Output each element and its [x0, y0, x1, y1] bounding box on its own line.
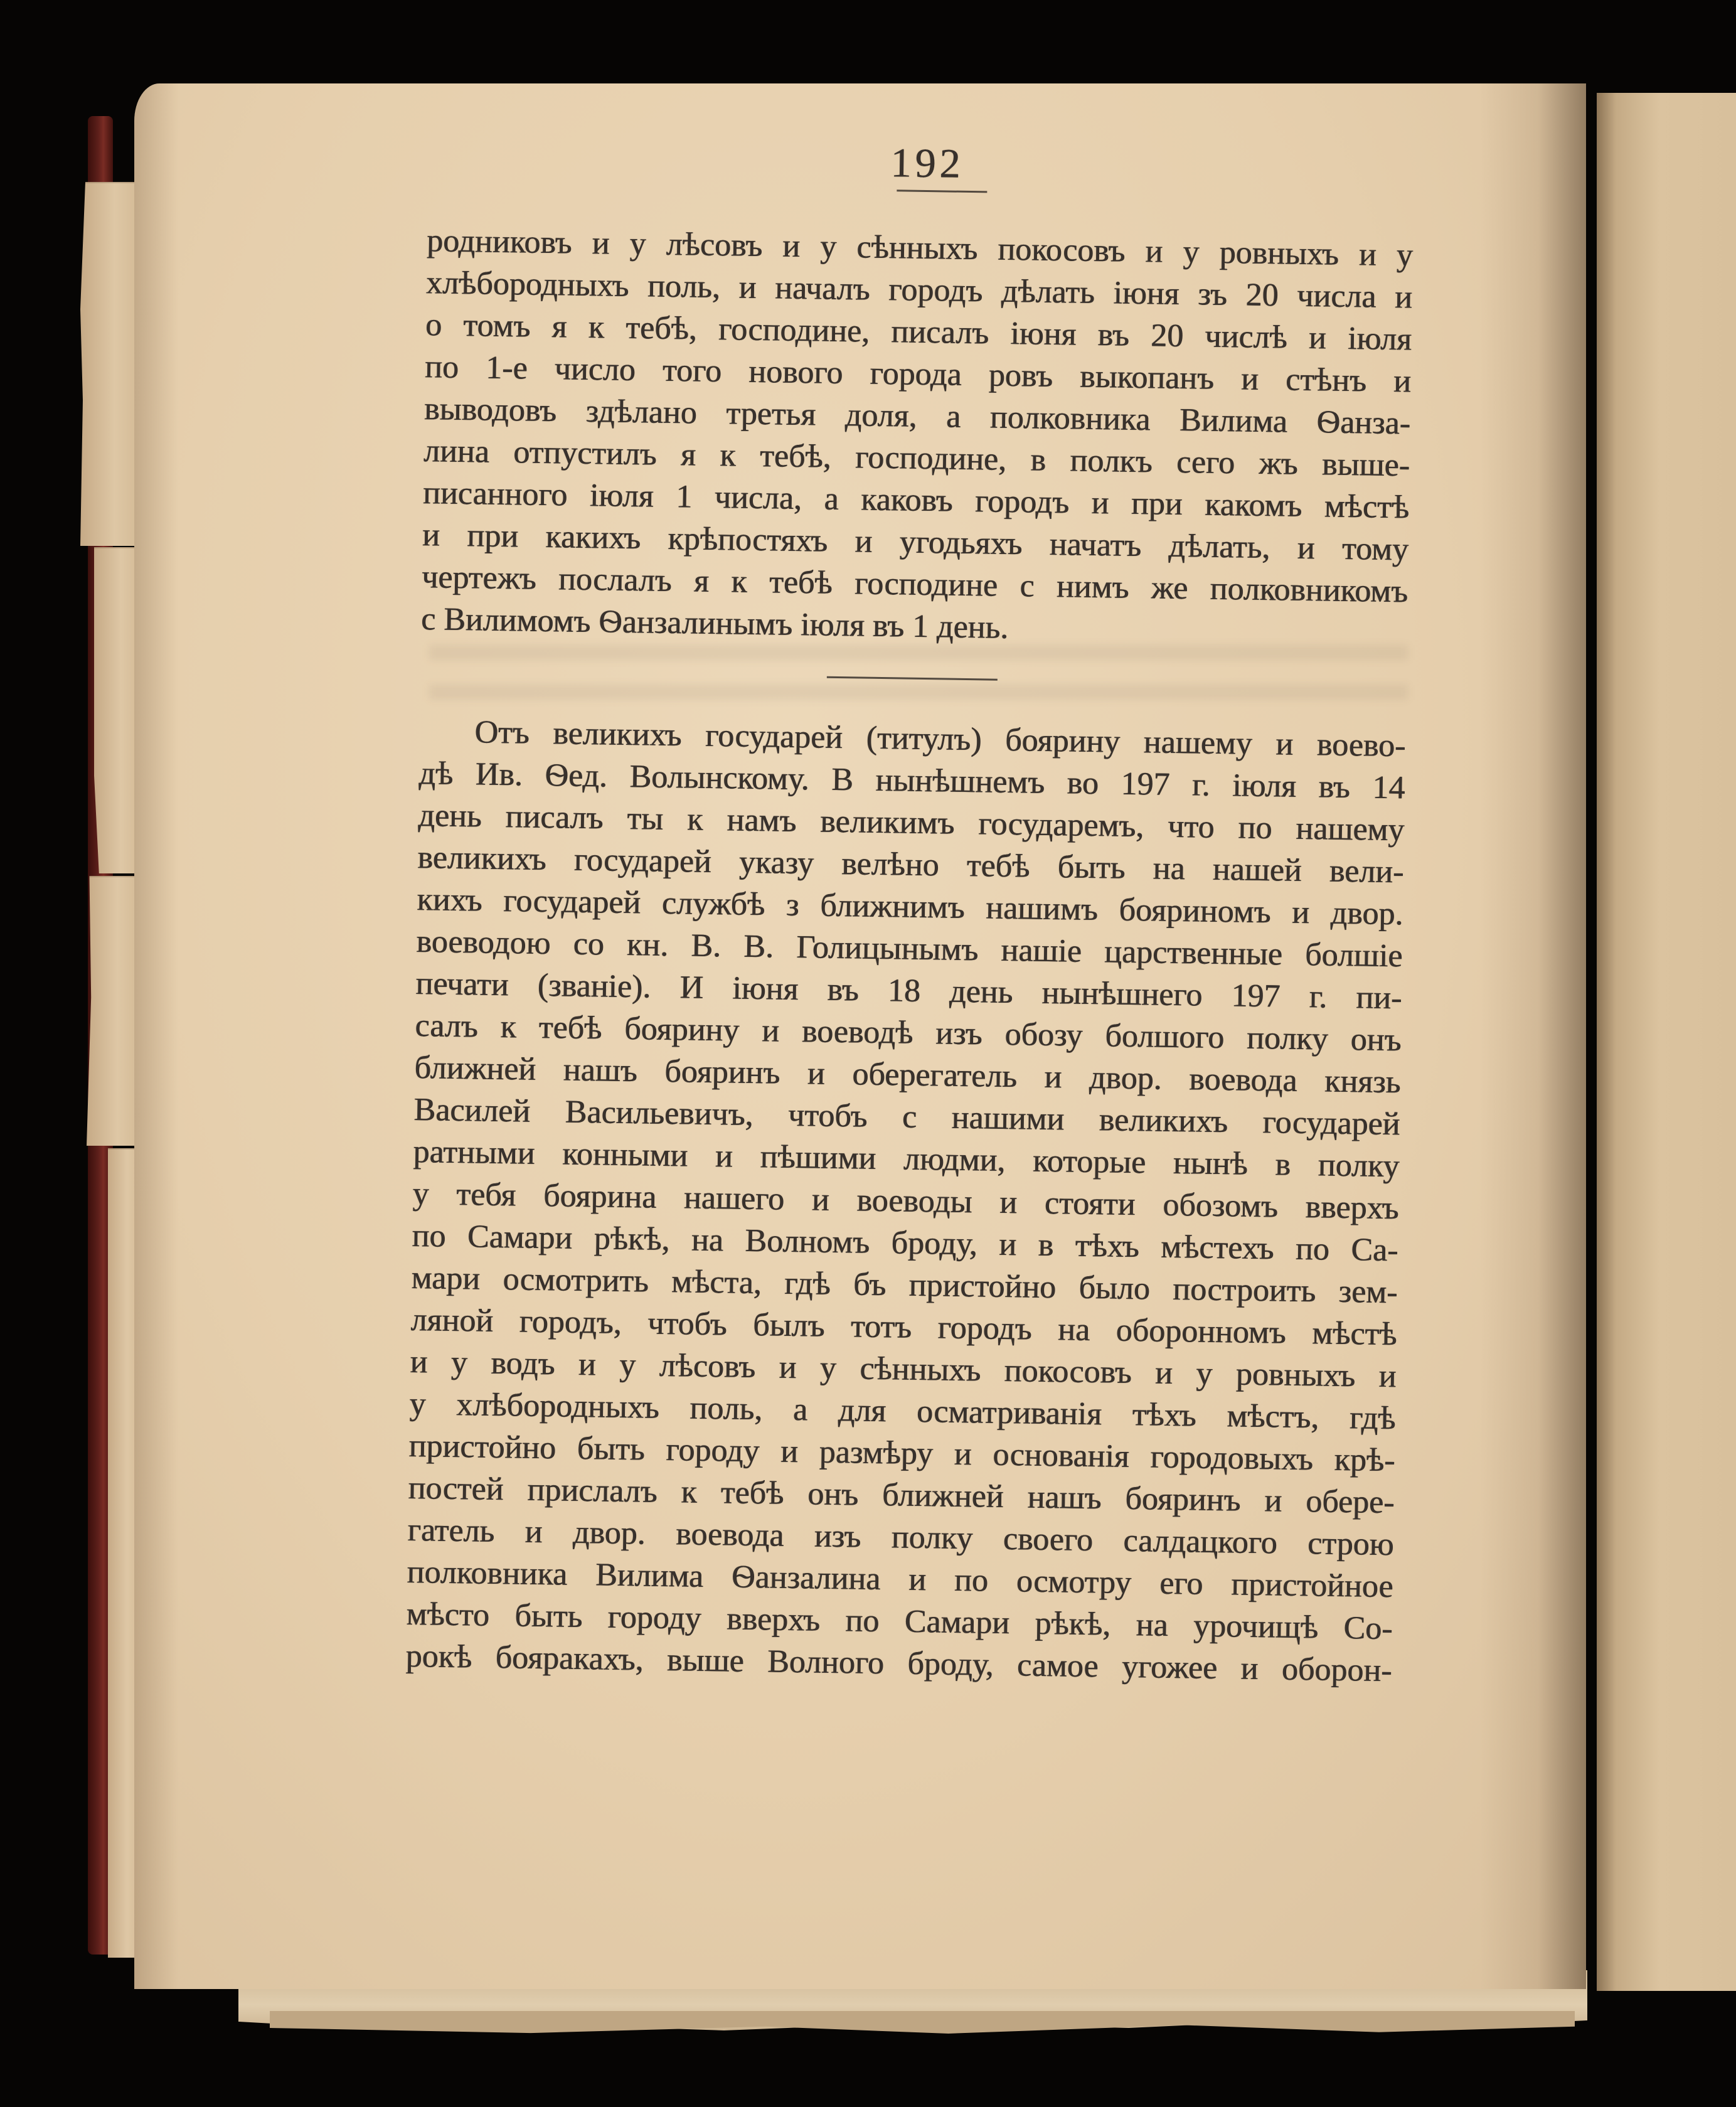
text-line: родниковъ и у лѣсовъ и у сѣнныхъ покосовъ и у ровныхъ и у — [426, 223, 1414, 274]
text-line: салъ к тебѣ боярину и воеводѣ изъ обозу болшого полку онъ — [415, 1008, 1402, 1059]
section-separator — [827, 676, 998, 681]
text-block — [134, 83, 1586, 1989]
page-edge — [80, 182, 143, 546]
text-line: ближней нашъ бояринъ и оберегатель и двор. воевода князь — [414, 1050, 1401, 1101]
text-line: мари осмотрить мѣста, гдѣ бъ пристойно было построить зем- — [411, 1259, 1398, 1311]
text-line: постей прислалъ к тебѣ онъ ближней нашъ бояринъ и обере- — [408, 1470, 1395, 1521]
text-line: рокѣ бояракахъ, выше Волного броду, самое угожее и оборон- — [405, 1638, 1392, 1689]
text-line: у хлѣбородныхъ поль, а для осматриванія тѣхъ мѣстъ, гдѣ — [409, 1385, 1396, 1437]
text-line: писанного іюля 1 числа, а каковъ городъ и при какомъ мѣстѣ — [422, 475, 1410, 526]
text-line: кихъ государей службѣ з ближнимъ нашимъ бояриномъ и двор. — [417, 882, 1403, 932]
text-line: печати (званіе). И іюня въ 18 день нынѣшнего 197 г. пи- — [415, 966, 1402, 1016]
text-line: хлѣбородныхъ поль, и началъ городъ дѣлать іюня зъ 20 числа и — [425, 265, 1413, 316]
text-line: день писалъ ты к намъ великимъ государемъ, что по нашему — [418, 797, 1405, 848]
text-line: и при какихъ крѣпостяхъ и угодьяхъ начатъ дѣлать, и тому — [422, 517, 1409, 568]
page-number-rule — [897, 189, 987, 193]
text-line: ляной городъ, чтобъ былъ тотъ городъ на оборонномъ мѣстѣ — [410, 1301, 1397, 1353]
text-line: воеводою со кн. В. В. Голицынымъ нашіе царственные болшіе — [416, 924, 1403, 974]
text-line: по Самари рѣкѣ, на Волномъ броду, и в тѣхъ мѣстехъ по Са- — [412, 1218, 1398, 1269]
text-line: и у водъ и у лѣсовъ и у сѣнныхъ покосовъ и у ровныхъ и — [410, 1343, 1397, 1395]
text-line: чертежъ послалъ я к тебѣ господине с нимъ же полковникомъ — [421, 559, 1409, 610]
facing-page — [1597, 93, 1736, 1991]
text-line: лина отпустилъ я к тебѣ, господине, в полкъ сего жъ выше- — [423, 433, 1410, 484]
book-page — [134, 83, 1586, 1989]
text-line: Василей Васильевичъ, чтобъ с нашими великихъ государей — [413, 1092, 1400, 1143]
text-line: с Вилимомъ Ѳанзалинымъ іюля въ 1 день. — [420, 601, 1009, 646]
text-line: гатель и двор. воевода изъ полку своего салдацкого строю — [407, 1512, 1394, 1563]
text-line: пристойно быть городу и размѣру и основанія городовыхъ крѣ- — [408, 1427, 1395, 1479]
text-line: по 1-е число того нового города ровъ выкопанъ и стѣнъ и — [424, 349, 1412, 400]
text-line: ратными конными и пѣшими людми, которые нынѣ в полку — [413, 1134, 1400, 1185]
text-line: у тебя боярина нашего и воеводы и стояти обозомъ вверхъ — [412, 1176, 1399, 1227]
page-number: 192 — [890, 140, 965, 187]
text-line: дѣ Ив. Ѳед. Волынскому. В нынѣшнемъ во 197 г. іюля въ 14 — [418, 755, 1405, 806]
text-line: выводовъ здѣлано третья доля, а полковника Вилима Ѳанза- — [423, 391, 1411, 442]
text-line: великихъ государей указу велѣно тебѣ быть на нашей вели- — [417, 840, 1404, 890]
text-line: о томъ я к тебѣ, господине, писалъ іюня въ 20 числѣ и іюля — [425, 307, 1412, 358]
text-line: полковника Вилима Ѳанзалина и по осмотру его пристойное — [407, 1554, 1393, 1605]
text-line: Отъ великихъ государей (титулъ) боярину нашему и воево- — [474, 714, 1406, 764]
page-bottom-edge — [270, 2011, 1575, 2039]
text-line: мѣсто быть городу вверхъ по Самари рѣкѣ, на урочищѣ Со- — [406, 1596, 1393, 1647]
